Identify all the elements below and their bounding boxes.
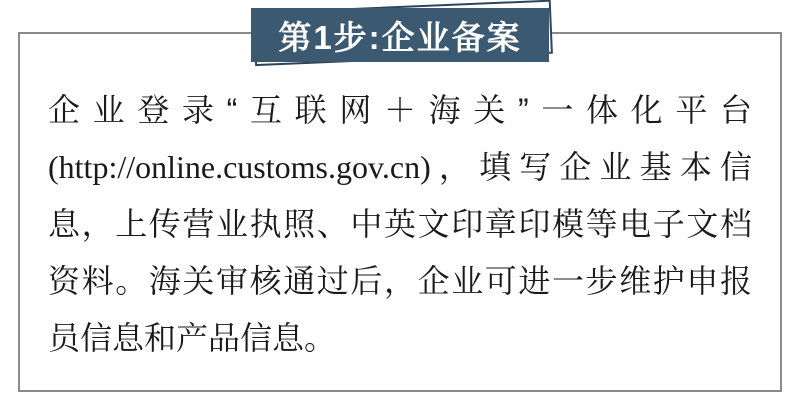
body-text-line (48, 310, 752, 367)
body-text: 员信息和产品信息。 (48, 320, 337, 356)
body-text: 息，上传营业执照、中英文印章印模等电子文档 (48, 206, 752, 242)
body-text: 资料。海关审核通过后，企业可进一步维护申报 (48, 263, 752, 299)
body-text-line (48, 139, 752, 196)
body-text-line (48, 196, 752, 253)
body-text-line (48, 82, 752, 139)
content-card (18, 32, 782, 392)
step-badge (251, 8, 549, 62)
step-badge-label: 第1步:企业备案 (251, 8, 549, 62)
body-text-line (48, 253, 752, 310)
body-text: 企业登录“互联网＋海关”一体化平台 (48, 92, 752, 128)
body-text: ，填写企业基本信 (430, 149, 752, 185)
platform-url: (http://online.customs.gov.cn) (48, 149, 431, 185)
